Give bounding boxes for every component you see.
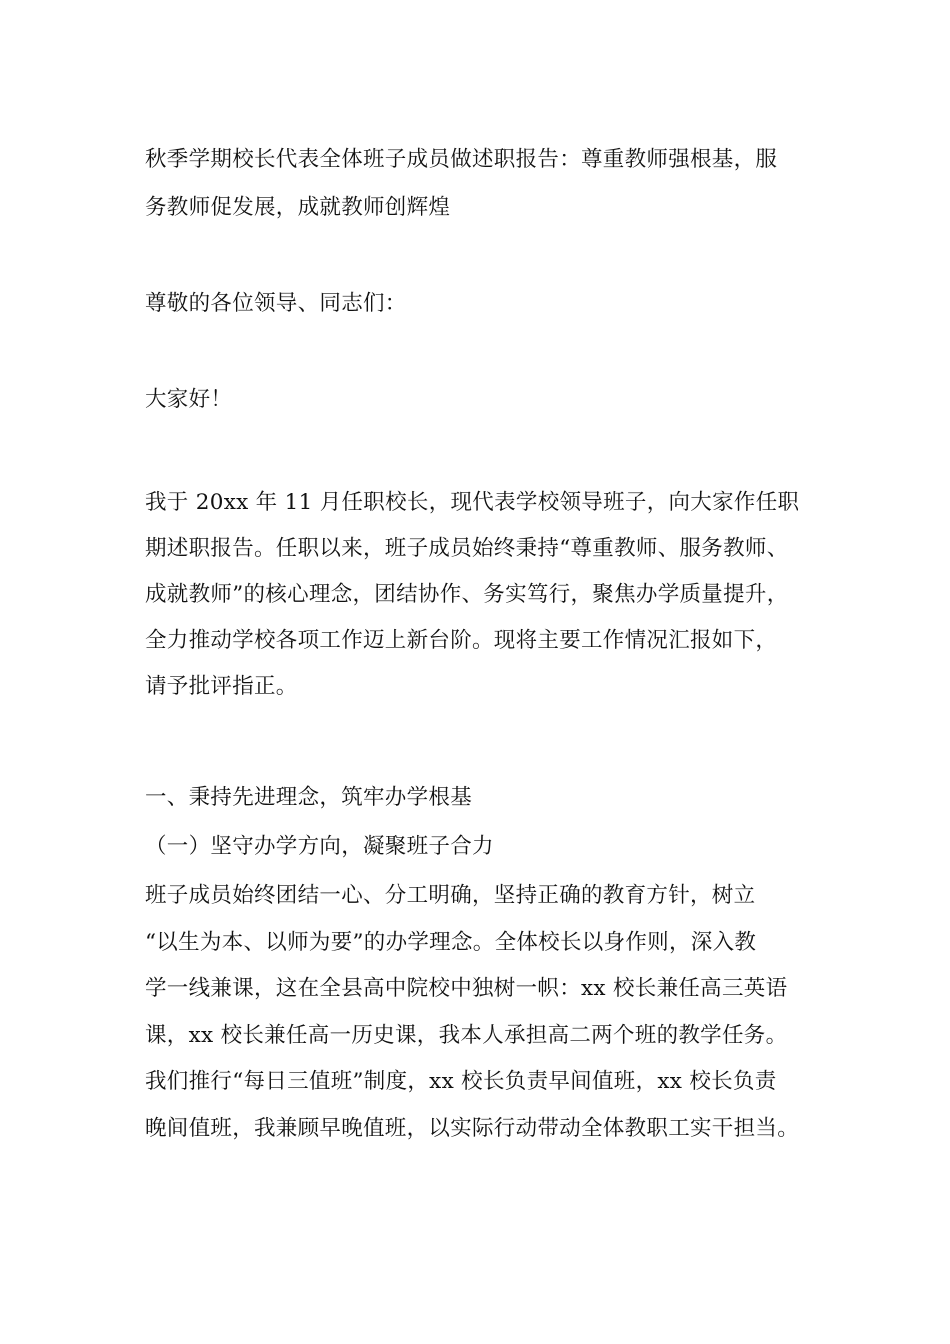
intro-line-1: 我于 20xx 年 11 月任职校长，现代表学校领导班子，向大家作任职: [145, 490, 800, 515]
title-line-1: 秋季学期校长代表全体班子成员做述职报告：尊重教师强根基，服: [145, 147, 778, 172]
intro-line-4: 全力推动学校各项工作迈上新台阶。现将主要工作情况汇报如下，: [145, 628, 778, 653]
body-paragraph: [145, 873, 815, 1152]
body-line-2: “以生为本、以师为要”的办学理念。全体校长以身作则，深入教: [145, 929, 757, 955]
greeting: 尊敬的各位领导、同志们：: [145, 291, 407, 316]
body-line-4: 课，xx 校长兼任高一历史课，我本人承担高二两个班的教学任务。: [145, 1022, 788, 1048]
body-line-1: 班子成员始终团结一心、分工明确，坚持正确的教育方针，树立: [145, 883, 756, 908]
hello-line: 大家好！: [145, 387, 233, 412]
intro-line-2: 期述职报告。任职以来，班子成员始终秉持“尊重教师、服务教师、: [145, 536, 789, 561]
title-line-2: 务教师促发展，成就教师创辉煌: [145, 195, 451, 220]
document-title: [145, 136, 815, 232]
intro-line-5: 请予批评指正。: [145, 674, 298, 699]
body-line-6: 晚间值班，我兼顾早晚值班，以实际行动带动全体教职工实干担当。: [145, 1115, 800, 1141]
section-heading: 一、秉持先进理念，筑牢办学根基: [145, 785, 473, 810]
intro-line-3: 成就教师”的核心理念，团结协作、务实笃行，聚焦办学质量提升，: [145, 582, 789, 607]
intro-paragraph: [145, 480, 815, 710]
body-line-3: 学一线兼课，这在全县高中院校中独树一帜：xx 校长兼任高三英语: [145, 976, 788, 1001]
subsection-heading: （一）坚守办学方向，凝聚班子合力: [145, 834, 494, 859]
body-line-5: 我们推行“每日三值班”制度，xx 校长负责早间值班，xx 校长负责: [145, 1069, 777, 1094]
